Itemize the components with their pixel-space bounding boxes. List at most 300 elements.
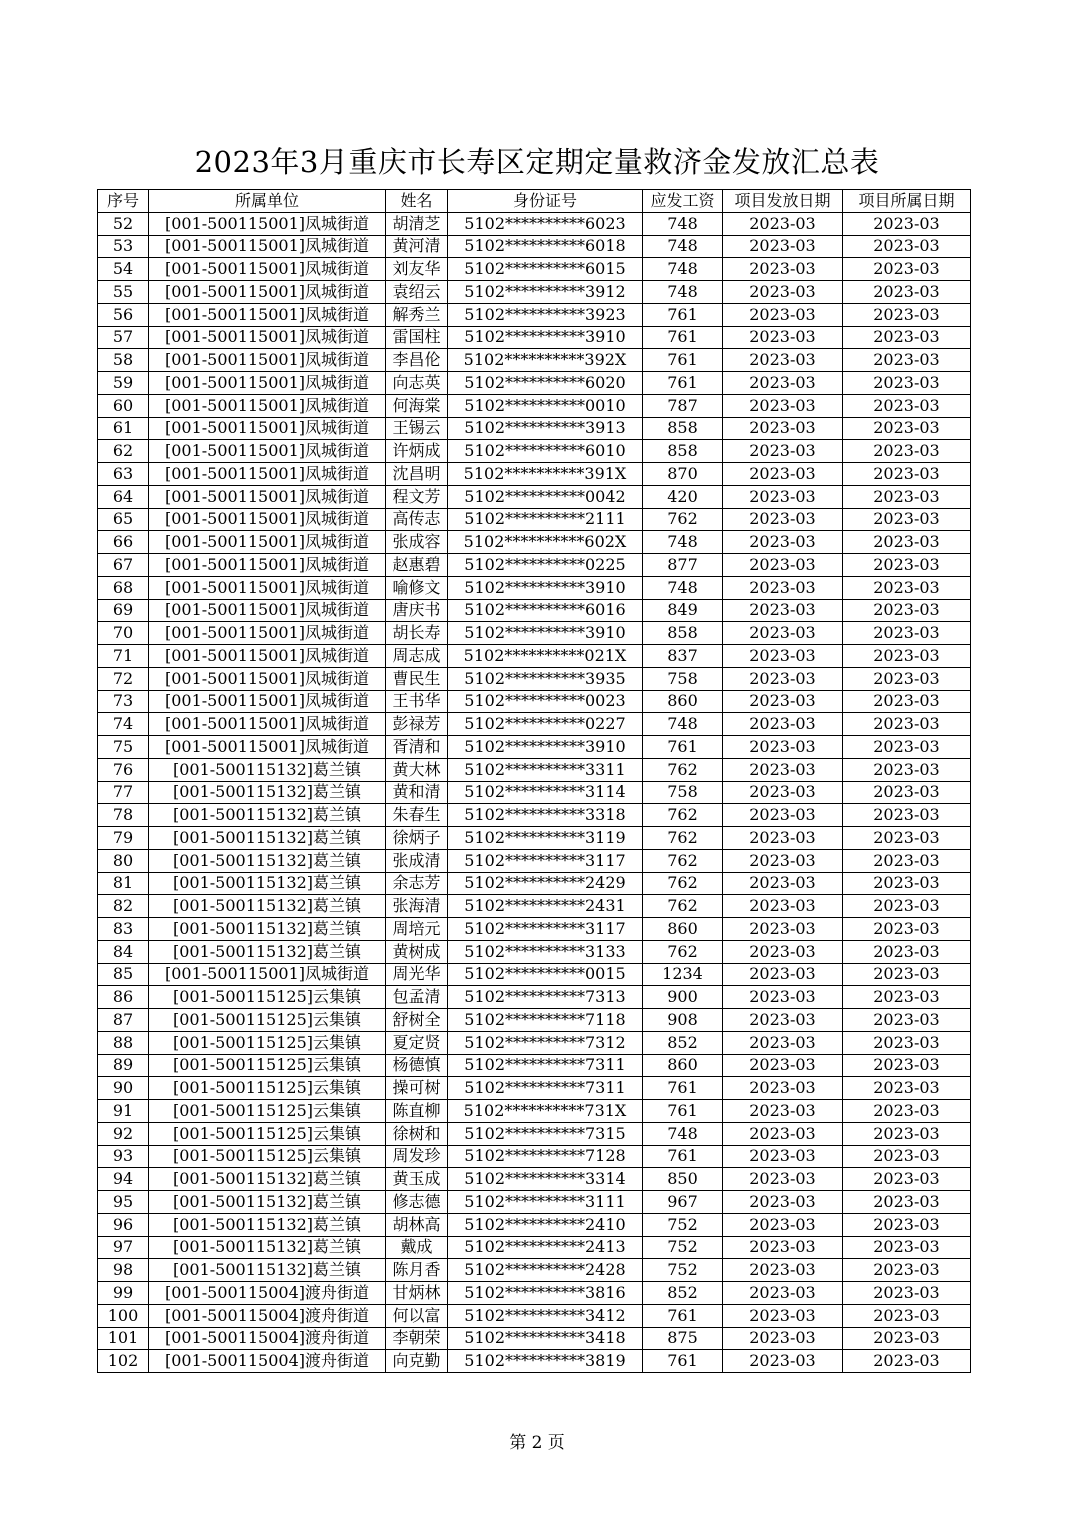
period-cell: 2023-03: [843, 1327, 971, 1350]
page-number: 第 2 页: [509, 1433, 565, 1453]
issue-date-cell: 2023-03: [723, 849, 843, 872]
unit-cell: [001-500115125]云集镇: [149, 1009, 386, 1032]
issue-date-cell: 2023-03: [723, 1236, 843, 1259]
amount-cell: 748: [643, 235, 723, 258]
issue-date-cell: 2023-03: [723, 1304, 843, 1327]
amount-cell: 900: [643, 986, 723, 1009]
issue-date-cell: 2023-03: [723, 986, 843, 1009]
id-number-cell: 5102**********3819: [448, 1350, 643, 1373]
issue-date-cell: 2023-03: [723, 1077, 843, 1100]
table-row: [98, 1213, 971, 1236]
unit-cell: [001-500115132]葛兰镇: [149, 872, 386, 895]
table-row: [98, 804, 971, 827]
table-row: [98, 1054, 971, 1077]
index-cell: 69: [98, 599, 149, 622]
issue-date-cell: 2023-03: [723, 622, 843, 645]
id-number-cell: 5102**********392X: [448, 349, 643, 372]
unit-cell: [001-500115125]云集镇: [149, 1122, 386, 1145]
id-number-cell: 5102**********0023: [448, 690, 643, 713]
table-row: [98, 1327, 971, 1350]
period-cell: 2023-03: [843, 758, 971, 781]
unit-cell: [001-500115001]凤城街道: [149, 417, 386, 440]
index-cell: 60: [98, 394, 149, 417]
name-cell: 何海棠: [386, 394, 448, 417]
amount-cell: 761: [643, 1100, 723, 1123]
period-cell: 2023-03: [843, 1031, 971, 1054]
issue-date-cell: 2023-03: [723, 713, 843, 736]
id-number-cell: 5102**********3119: [448, 827, 643, 850]
period-cell: 2023-03: [843, 212, 971, 235]
name-cell: 操可树: [386, 1077, 448, 1100]
amount-cell: 748: [643, 713, 723, 736]
unit-cell: [001-500115125]云集镇: [149, 986, 386, 1009]
table-row: [98, 599, 971, 622]
unit-cell: [001-500115132]葛兰镇: [149, 940, 386, 963]
period-cell: 2023-03: [843, 1236, 971, 1259]
index-cell: 64: [98, 485, 149, 508]
period-cell: 2023-03: [843, 440, 971, 463]
id-number-cell: 5102**********3910: [448, 326, 643, 349]
table-row: [98, 1259, 971, 1282]
amount-cell: 758: [643, 781, 723, 804]
amount-cell: 762: [643, 827, 723, 850]
id-number-cell: 5102**********021X: [448, 645, 643, 668]
issue-date-cell: 2023-03: [723, 1282, 843, 1305]
amount-cell: 762: [643, 940, 723, 963]
name-cell: 甘炳林: [386, 1282, 448, 1305]
unit-cell: [001-500115001]凤城街道: [149, 372, 386, 395]
issue-date-cell: 2023-03: [723, 758, 843, 781]
name-cell: 杨德慎: [386, 1054, 448, 1077]
index-cell: 63: [98, 463, 149, 486]
unit-cell: [001-500115001]凤城街道: [149, 599, 386, 622]
name-cell: 包孟清: [386, 986, 448, 1009]
amount-cell: 967: [643, 1191, 723, 1214]
amount-cell: 748: [643, 258, 723, 281]
period-cell: 2023-03: [843, 258, 971, 281]
unit-cell: [001-500115132]葛兰镇: [149, 849, 386, 872]
id-number-cell: 5102**********0225: [448, 554, 643, 577]
issue-date-cell: 2023-03: [723, 1145, 843, 1168]
name-cell: 周发珍: [386, 1145, 448, 1168]
id-number-cell: 5102**********7313: [448, 986, 643, 1009]
index-cell: 82: [98, 895, 149, 918]
table-row: [98, 303, 971, 326]
unit-cell: [001-500115004]渡舟街道: [149, 1327, 386, 1350]
name-cell: 雷国柱: [386, 326, 448, 349]
issue-date-cell: 2023-03: [723, 804, 843, 827]
id-number-cell: 5102**********2410: [448, 1213, 643, 1236]
unit-cell: [001-500115132]葛兰镇: [149, 804, 386, 827]
index-cell: 76: [98, 758, 149, 781]
issue-date-cell: 2023-03: [723, 1009, 843, 1032]
issue-date-cell: 2023-03: [723, 895, 843, 918]
table-row: [98, 781, 971, 804]
name-cell: 赵惠碧: [386, 554, 448, 577]
amount-cell: 762: [643, 508, 723, 531]
issue-date-cell: 2023-03: [723, 440, 843, 463]
id-number-cell: 5102**********3910: [448, 622, 643, 645]
amount-cell: 849: [643, 599, 723, 622]
index-cell: 70: [98, 622, 149, 645]
unit-cell: [001-500115001]凤城街道: [149, 258, 386, 281]
index-cell: 81: [98, 872, 149, 895]
period-cell: 2023-03: [843, 576, 971, 599]
amount-cell: 752: [643, 1213, 723, 1236]
index-cell: 65: [98, 508, 149, 531]
index-cell: 89: [98, 1054, 149, 1077]
table-row: [98, 1031, 971, 1054]
issue-date-cell: 2023-03: [723, 1031, 843, 1054]
table-row: [98, 622, 971, 645]
issue-date-cell: 2023-03: [723, 554, 843, 577]
issue-date-cell: 2023-03: [723, 736, 843, 759]
period-cell: 2023-03: [843, 1122, 971, 1145]
table-row: [98, 463, 971, 486]
name-cell: 舒树全: [386, 1009, 448, 1032]
id-number-cell: 5102**********7128: [448, 1145, 643, 1168]
amount-cell: 858: [643, 440, 723, 463]
id-number-cell: 5102**********602X: [448, 531, 643, 554]
amount-cell: 758: [643, 667, 723, 690]
table-row: [98, 986, 971, 1009]
name-cell: 黄河清: [386, 235, 448, 258]
name-cell: 徐树和: [386, 1122, 448, 1145]
table-row: [98, 713, 971, 736]
issue-date-cell: 2023-03: [723, 872, 843, 895]
unit-cell: [001-500115004]渡舟街道: [149, 1304, 386, 1327]
issue-date-cell: 2023-03: [723, 1191, 843, 1214]
unit-cell: [001-500115001]凤城街道: [149, 281, 386, 304]
period-cell: 2023-03: [843, 781, 971, 804]
name-cell: 高传志: [386, 508, 448, 531]
table-row: [98, 554, 971, 577]
name-cell: 周志成: [386, 645, 448, 668]
table-row: [98, 326, 971, 349]
unit-cell: [001-500115001]凤城街道: [149, 508, 386, 531]
table-row: [98, 918, 971, 941]
id-number-cell: 5102**********3910: [448, 736, 643, 759]
index-cell: 86: [98, 986, 149, 1009]
unit-cell: [001-500115132]葛兰镇: [149, 918, 386, 941]
name-cell: 戴成: [386, 1236, 448, 1259]
column-header-unit: 所属单位: [149, 190, 386, 213]
amount-cell: 858: [643, 622, 723, 645]
period-cell: 2023-03: [843, 872, 971, 895]
issue-date-cell: 2023-03: [723, 1350, 843, 1373]
period-cell: 2023-03: [843, 804, 971, 827]
period-cell: 2023-03: [843, 1009, 971, 1032]
amount-cell: 1234: [643, 963, 723, 986]
issue-date-cell: 2023-03: [723, 667, 843, 690]
index-cell: 97: [98, 1236, 149, 1259]
issue-date-cell: 2023-03: [723, 963, 843, 986]
unit-cell: [001-500115001]凤城街道: [149, 326, 386, 349]
name-cell: 王书华: [386, 690, 448, 713]
amount-cell: 762: [643, 804, 723, 827]
period-cell: 2023-03: [843, 417, 971, 440]
amount-cell: 748: [643, 1122, 723, 1145]
period-cell: 2023-03: [843, 622, 971, 645]
name-cell: 胡清芝: [386, 212, 448, 235]
issue-date-cell: 2023-03: [723, 281, 843, 304]
period-cell: 2023-03: [843, 599, 971, 622]
id-number-cell: 5102**********2429: [448, 872, 643, 895]
id-number-cell: 5102**********3314: [448, 1168, 643, 1191]
unit-cell: [001-500115132]葛兰镇: [149, 895, 386, 918]
name-cell: 许炳成: [386, 440, 448, 463]
unit-cell: [001-500115001]凤城街道: [149, 736, 386, 759]
name-cell: 喻修文: [386, 576, 448, 599]
id-number-cell: 5102**********7311: [448, 1077, 643, 1100]
unit-cell: [001-500115001]凤城街道: [149, 576, 386, 599]
table-row: [98, 1168, 971, 1191]
index-cell: 54: [98, 258, 149, 281]
period-cell: 2023-03: [843, 1168, 971, 1191]
table-row: [98, 349, 971, 372]
issue-date-cell: 2023-03: [723, 1259, 843, 1282]
index-cell: 52: [98, 212, 149, 235]
name-cell: 张成清: [386, 849, 448, 872]
period-cell: 2023-03: [843, 1259, 971, 1282]
period-cell: 2023-03: [843, 1077, 971, 1100]
index-cell: 59: [98, 372, 149, 395]
index-cell: 61: [98, 417, 149, 440]
period-cell: 2023-03: [843, 645, 971, 668]
index-cell: 71: [98, 645, 149, 668]
table-row: [98, 485, 971, 508]
amount-cell: 748: [643, 212, 723, 235]
index-cell: 94: [98, 1168, 149, 1191]
id-number-cell: 5102**********2413: [448, 1236, 643, 1259]
unit-cell: [001-500115001]凤城街道: [149, 235, 386, 258]
period-cell: 2023-03: [843, 690, 971, 713]
table-row: [98, 758, 971, 781]
unit-cell: [001-500115001]凤城街道: [149, 394, 386, 417]
amount-cell: 908: [643, 1009, 723, 1032]
issue-date-cell: 2023-03: [723, 599, 843, 622]
index-cell: 72: [98, 667, 149, 690]
issue-date-cell: 2023-03: [723, 1100, 843, 1123]
period-cell: 2023-03: [843, 372, 971, 395]
amount-cell: 761: [643, 1145, 723, 1168]
id-number-cell: 5102**********3923: [448, 303, 643, 326]
id-number-cell: 5102**********6018: [448, 235, 643, 258]
period-cell: 2023-03: [843, 849, 971, 872]
name-cell: 解秀兰: [386, 303, 448, 326]
name-cell: 曹民生: [386, 667, 448, 690]
name-cell: 向志英: [386, 372, 448, 395]
period-cell: 2023-03: [843, 463, 971, 486]
amount-cell: 852: [643, 1031, 723, 1054]
name-cell: 黄玉成: [386, 1168, 448, 1191]
name-cell: 陈月香: [386, 1259, 448, 1282]
name-cell: 黄大林: [386, 758, 448, 781]
issue-date-cell: 2023-03: [723, 1327, 843, 1350]
name-cell: 周培元: [386, 918, 448, 941]
name-cell: 彭禄芳: [386, 713, 448, 736]
issue-date-cell: 2023-03: [723, 485, 843, 508]
amount-cell: 850: [643, 1168, 723, 1191]
period-cell: 2023-03: [843, 986, 971, 1009]
table-row: [98, 508, 971, 531]
name-cell: 袁绍云: [386, 281, 448, 304]
period-cell: 2023-03: [843, 895, 971, 918]
index-cell: 92: [98, 1122, 149, 1145]
index-cell: 62: [98, 440, 149, 463]
unit-cell: [001-500115001]凤城街道: [149, 463, 386, 486]
table-row: [98, 667, 971, 690]
index-cell: 99: [98, 1282, 149, 1305]
period-cell: 2023-03: [843, 1213, 971, 1236]
amount-cell: 761: [643, 349, 723, 372]
table-row: [98, 827, 971, 850]
unit-cell: [001-500115125]云集镇: [149, 1145, 386, 1168]
unit-cell: [001-500115001]凤城街道: [149, 212, 386, 235]
amount-cell: 787: [643, 394, 723, 417]
id-number-cell: 5102**********2111: [448, 508, 643, 531]
unit-cell: [001-500115004]渡舟街道: [149, 1350, 386, 1373]
table-row: [98, 1145, 971, 1168]
name-cell: 程文芳: [386, 485, 448, 508]
index-cell: 57: [98, 326, 149, 349]
unit-cell: [001-500115001]凤城街道: [149, 485, 386, 508]
index-cell: 83: [98, 918, 149, 941]
amount-cell: 762: [643, 758, 723, 781]
table-row: [98, 1350, 971, 1373]
id-number-cell: 5102**********391X: [448, 463, 643, 486]
issue-date-cell: 2023-03: [723, 394, 843, 417]
id-number-cell: 5102**********3418: [448, 1327, 643, 1350]
unit-cell: [001-500115001]凤城街道: [149, 690, 386, 713]
period-cell: 2023-03: [843, 394, 971, 417]
period-cell: 2023-03: [843, 713, 971, 736]
issue-date-cell: 2023-03: [723, 508, 843, 531]
issue-date-cell: 2023-03: [723, 258, 843, 281]
name-cell: 修志德: [386, 1191, 448, 1214]
unit-cell: [001-500115125]云集镇: [149, 1100, 386, 1123]
id-number-cell: 5102**********0042: [448, 485, 643, 508]
unit-cell: [001-500115132]葛兰镇: [149, 1191, 386, 1214]
amount-cell: 762: [643, 849, 723, 872]
table-row: [98, 258, 971, 281]
name-cell: 黄和清: [386, 781, 448, 804]
table-row: [98, 531, 971, 554]
amount-cell: 877: [643, 554, 723, 577]
issue-date-cell: 2023-03: [723, 1168, 843, 1191]
id-number-cell: 5102**********3117: [448, 849, 643, 872]
unit-cell: [001-500115125]云集镇: [149, 1031, 386, 1054]
id-number-cell: 5102**********2431: [448, 895, 643, 918]
period-cell: 2023-03: [843, 349, 971, 372]
issue-date-cell: 2023-03: [723, 372, 843, 395]
name-cell: 胥清和: [386, 736, 448, 759]
name-cell: 徐炳子: [386, 827, 448, 850]
index-cell: 87: [98, 1009, 149, 1032]
unit-cell: [001-500115001]凤城街道: [149, 963, 386, 986]
id-number-cell: 5102**********3311: [448, 758, 643, 781]
name-cell: 李昌伦: [386, 349, 448, 372]
index-cell: 53: [98, 235, 149, 258]
column-header-id-number: 身份证号: [448, 190, 643, 213]
amount-cell: 761: [643, 372, 723, 395]
table-header-row: [98, 190, 971, 213]
id-number-cell: 5102**********3935: [448, 667, 643, 690]
unit-cell: [001-500115001]凤城街道: [149, 554, 386, 577]
amount-cell: 870: [643, 463, 723, 486]
table-row: [98, 963, 971, 986]
column-header-period: 项目所属日期: [843, 190, 971, 213]
issue-date-cell: 2023-03: [723, 690, 843, 713]
index-cell: 67: [98, 554, 149, 577]
table-row: [98, 645, 971, 668]
period-cell: 2023-03: [843, 1145, 971, 1168]
id-number-cell: 5102**********6015: [448, 258, 643, 281]
id-number-cell: 5102**********3910: [448, 576, 643, 599]
table-row: [98, 940, 971, 963]
table-row: [98, 1191, 971, 1214]
unit-cell: [001-500115125]云集镇: [149, 1054, 386, 1077]
period-cell: 2023-03: [843, 1304, 971, 1327]
issue-date-cell: 2023-03: [723, 1054, 843, 1077]
id-number-cell: 5102**********3318: [448, 804, 643, 827]
name-cell: 唐庆书: [386, 599, 448, 622]
index-cell: 85: [98, 963, 149, 986]
id-number-cell: 5102**********6016: [448, 599, 643, 622]
issue-date-cell: 2023-03: [723, 645, 843, 668]
id-number-cell: 5102**********7315: [448, 1122, 643, 1145]
amount-cell: 852: [643, 1282, 723, 1305]
unit-cell: [001-500115132]葛兰镇: [149, 781, 386, 804]
name-cell: 刘友华: [386, 258, 448, 281]
index-cell: 55: [98, 281, 149, 304]
unit-cell: [001-500115132]葛兰镇: [149, 1236, 386, 1259]
index-cell: 68: [98, 576, 149, 599]
table-row: [98, 1236, 971, 1259]
period-cell: 2023-03: [843, 1191, 971, 1214]
id-number-cell: 5102**********0010: [448, 394, 643, 417]
id-number-cell: 5102**********0227: [448, 713, 643, 736]
issue-date-cell: 2023-03: [723, 303, 843, 326]
name-cell: 陈直柳: [386, 1100, 448, 1123]
amount-cell: 748: [643, 281, 723, 304]
amount-cell: 860: [643, 690, 723, 713]
table-row: [98, 1100, 971, 1123]
amount-cell: 420: [643, 485, 723, 508]
index-cell: 66: [98, 531, 149, 554]
column-header-amount: 应发工资: [643, 190, 723, 213]
id-number-cell: 5102**********3117: [448, 918, 643, 941]
period-cell: 2023-03: [843, 281, 971, 304]
amount-cell: 752: [643, 1259, 723, 1282]
index-cell: 74: [98, 713, 149, 736]
index-cell: 102: [98, 1350, 149, 1373]
column-header-issue-date: 项目发放日期: [723, 190, 843, 213]
amount-cell: 761: [643, 1077, 723, 1100]
unit-cell: [001-500115001]凤城街道: [149, 440, 386, 463]
period-cell: 2023-03: [843, 508, 971, 531]
id-number-cell: 5102**********3114: [448, 781, 643, 804]
period-cell: 2023-03: [843, 736, 971, 759]
index-cell: 90: [98, 1077, 149, 1100]
table-row: [98, 1282, 971, 1305]
name-cell: 李朝荣: [386, 1327, 448, 1350]
name-cell: 何以富: [386, 1304, 448, 1327]
issue-date-cell: 2023-03: [723, 212, 843, 235]
amount-cell: 762: [643, 895, 723, 918]
name-cell: 朱春生: [386, 804, 448, 827]
amount-cell: 858: [643, 417, 723, 440]
